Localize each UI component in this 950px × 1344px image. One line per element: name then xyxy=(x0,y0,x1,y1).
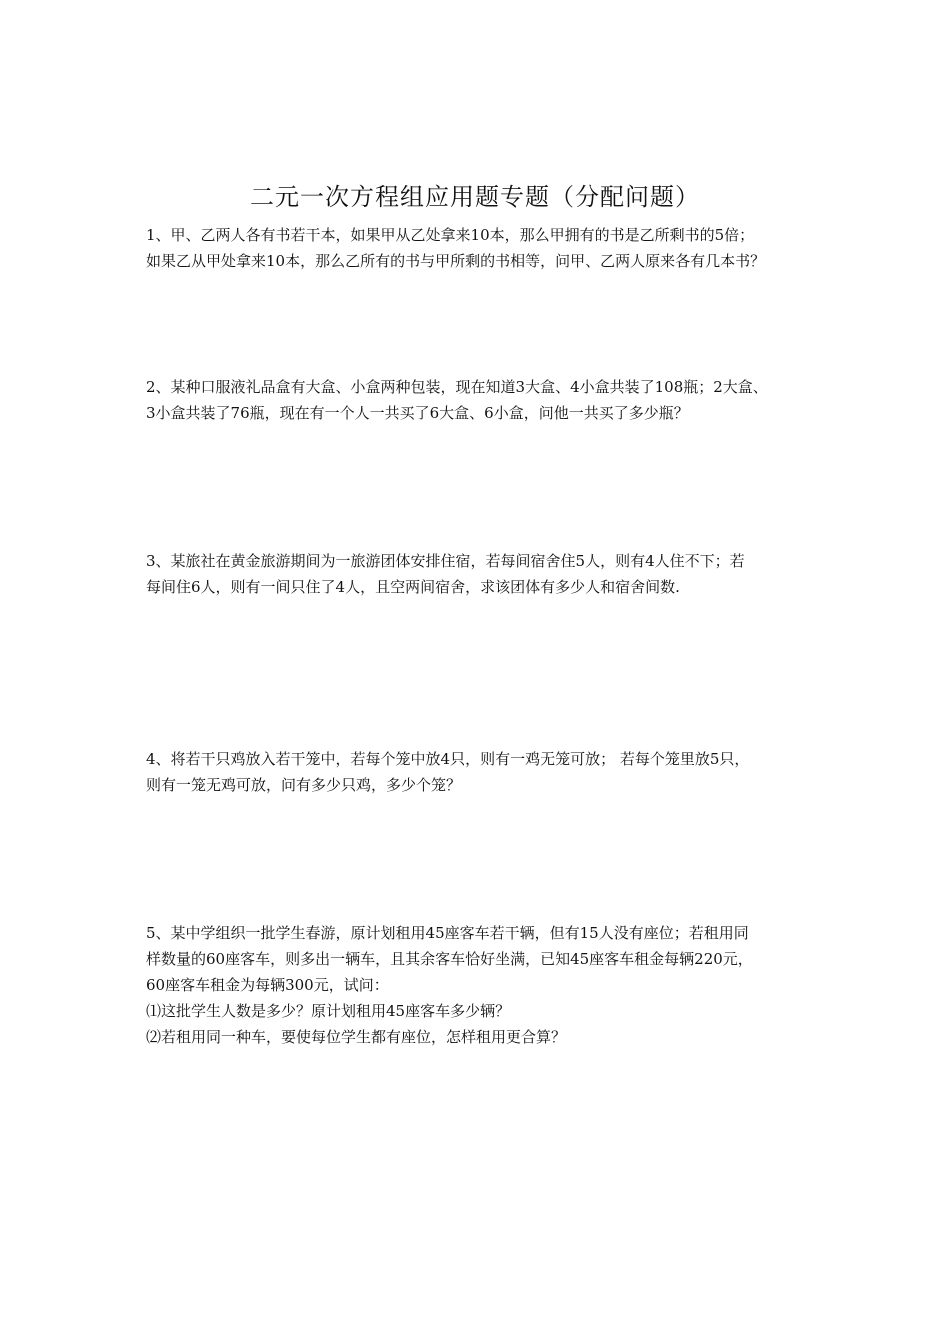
problem-1-line-1: 1、甲、乙两人各有书若干本，如果甲从乙处拿来10本，那么甲拥有的书是乙所剩书的5倍； xyxy=(146,226,755,244)
problem-5-subquestion-1: ⑴这批学生人数是多少？原计划租用45座客车多少辆？ xyxy=(146,1002,511,1020)
document-title: 二元一次方程组应用题专题（分配问题） xyxy=(250,183,700,211)
problem-5-subquestion-2: ⑵若租用同一种车，要使每位学生都有座位，怎样租用更合算？ xyxy=(146,1028,567,1046)
problem-1-line-2: 如果乙从甲处拿来10本，那么乙所有的书与甲所剩的书相等，问甲、乙两人原来各有几本书？ xyxy=(146,252,766,270)
problem-5 xyxy=(146,920,826,1050)
problem-5-line-1: 5、某中学组织一批学生春游，原计划租用45座客车若干辆，但有15人没有座位；若租用同 xyxy=(146,924,749,942)
problem-5-line-2: 样数量的60座客车，则多出一辆车，且其余客车恰好坐满，已知45座客车租金每辆220元， xyxy=(146,950,753,968)
problem-2 xyxy=(146,374,826,426)
problem-4-line-2: 则有一笼无鸡可放，问有多少只鸡，多少个笼？ xyxy=(146,776,462,794)
problem-3-line-1: 3、某旅社在黄金旅游期间为一旅游团体安排住宿，若每间宿舍住5人，则有4人住不下；若 xyxy=(146,552,745,570)
problem-2-line-2: 3小盒共装了76瓶，现在有一个人一共买了6大盒、6小盒，问他一共买了多少瓶？ xyxy=(146,404,689,422)
problem-1 xyxy=(146,222,826,274)
problem-2-line-1: 2、某种口服液礼品盒有大盒、小盒两种包装，现在知道3大盒、4小盒共装了108瓶；2大盒、 xyxy=(146,378,768,396)
problem-4-line-1: 4、将若干只鸡放入若干笼中，若每个笼中放4只，则有一鸡无笼可放； 若每个笼里放5只， xyxy=(146,750,750,768)
problem-4 xyxy=(146,746,826,798)
problem-3-line-2: 每间住6人，则有一间只住了4人，且空两间宿舍，求该团体有多少人和宿舍间数. xyxy=(146,578,680,596)
problem-3 xyxy=(146,548,826,600)
problem-5-line-3: 60座客车租金为每辆300元，试问： xyxy=(146,976,389,994)
